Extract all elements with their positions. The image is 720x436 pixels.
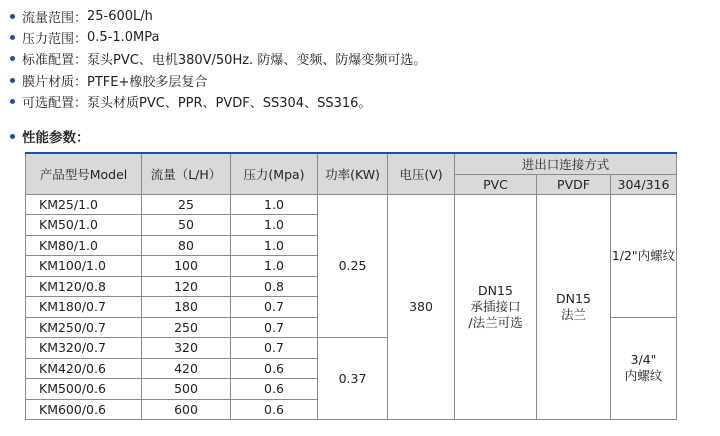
cell-pvdf-connection: [537, 194, 611, 420]
cell-flow: 120: [142, 276, 231, 297]
cell-model: KM600/0.6: [26, 399, 142, 420]
header-ss: 304/316: [611, 174, 677, 194]
cell-pvc-connection: [455, 194, 537, 420]
header-voltage: 电压(V): [388, 153, 455, 194]
performance-table: [25, 152, 677, 420]
pvc-line: /法兰可选: [468, 314, 523, 330]
cell-flow: 100: [142, 256, 231, 277]
cell-pressure: 0.8: [231, 276, 318, 297]
cell-pressure: 1.0: [231, 194, 318, 215]
cell-model: KM250/0.7: [26, 317, 142, 338]
cell-model: KM120/0.8: [26, 276, 142, 297]
spec-value: 25-600L/h: [87, 9, 153, 25]
section-title: [10, 126, 90, 146]
cell-pressure: 0.7: [231, 297, 318, 318]
cell-model: KM100/1.0: [26, 256, 142, 277]
bullet-icon: [10, 14, 15, 19]
spec-value: 泵头材质PVC、PPR、PVDF、SS304、SS316。: [87, 95, 372, 111]
header-pvdf: PVDF: [537, 174, 611, 194]
cell-model: KM180/0.7: [26, 297, 142, 318]
cell-model: KM500/0.6: [26, 379, 142, 400]
bullet-icon: [10, 134, 15, 139]
spec-item-pressure: [10, 27, 426, 48]
pvc-line: 承插接口: [470, 298, 521, 314]
bullet-icon: [10, 56, 15, 61]
cell-flow: 250: [142, 317, 231, 338]
spec-label: 压力范围：: [22, 32, 88, 48]
cell-power-group-1: 0.25: [318, 194, 388, 338]
cell-flow: 500: [142, 379, 231, 400]
section-title-text: 性能参数：: [22, 130, 90, 146]
header-flow: 流量（L/H）: [142, 153, 231, 194]
header-model: 产品型号Model: [26, 153, 142, 194]
spec-item-diaphragm: [10, 70, 426, 91]
cell-flow: 50: [142, 215, 231, 236]
cell-model: KM25/1.0: [26, 194, 142, 215]
pvdf-line: 法兰: [560, 306, 586, 322]
cell-flow: 320: [142, 338, 231, 359]
cell-voltage: 380: [388, 194, 455, 420]
cell-pressure: 0.6: [231, 399, 318, 420]
cell-pressure: 0.6: [231, 379, 318, 400]
cell-pressure: 0.6: [231, 358, 318, 379]
spec-item-flow: [10, 6, 426, 27]
header-pressure: 压力(Mpa): [231, 153, 318, 194]
cell-flow: 420: [142, 358, 231, 379]
spec-list: [10, 6, 426, 112]
spec-value: PTFE+橡胶多层复合: [87, 74, 208, 90]
cell-model: KM320/0.7: [26, 338, 142, 359]
cell-model: KM80/1.0: [26, 235, 142, 256]
cell-model: KM50/1.0: [26, 215, 142, 236]
spec-value: 0.5-1.0MPa: [87, 30, 160, 46]
spec-label: 膜片材质：: [22, 74, 88, 90]
cell-power-group-2: 0.37: [318, 338, 388, 420]
header-power: 功率(KW): [318, 153, 388, 194]
cell-flow: 25: [142, 194, 231, 215]
ss-line: 内螺纹: [624, 368, 663, 384]
cell-pressure: 0.7: [231, 317, 318, 338]
cell-flow: 80: [142, 235, 231, 256]
cell-flow: 180: [142, 297, 231, 318]
spec-value: 泵头PVC、电机380V/50Hz. 防爆、变频、防爆变频可选。: [87, 53, 427, 69]
spec-label: 流量范围：: [22, 11, 88, 27]
cell-pressure: 1.0: [231, 235, 318, 256]
cell-ss-lower: [611, 317, 677, 420]
cell-pressure: 0.7: [231, 338, 318, 359]
spec-item-standard-config: [10, 48, 426, 69]
spec-label: 可选配置：: [22, 95, 88, 111]
cell-pressure: 1.0: [231, 256, 318, 277]
cell-flow: 600: [142, 399, 231, 420]
bullet-icon: [10, 99, 15, 104]
bullet-icon: [10, 78, 15, 83]
spec-label: 标准配置：: [22, 53, 88, 69]
pvdf-line: DN15: [556, 290, 591, 306]
cell-ss-upper: 1/2"内螺纹: [611, 194, 677, 317]
cell-pressure: 1.0: [231, 215, 318, 236]
bullet-icon: [10, 35, 15, 40]
spec-item-options: [10, 91, 426, 112]
header-connection: 进出口连接方式: [455, 153, 677, 174]
pvc-line: DN15: [478, 282, 513, 298]
cell-model: KM420/0.6: [26, 358, 142, 379]
ss-line: 3/4": [630, 352, 657, 368]
header-pvc: PVC: [455, 174, 537, 194]
